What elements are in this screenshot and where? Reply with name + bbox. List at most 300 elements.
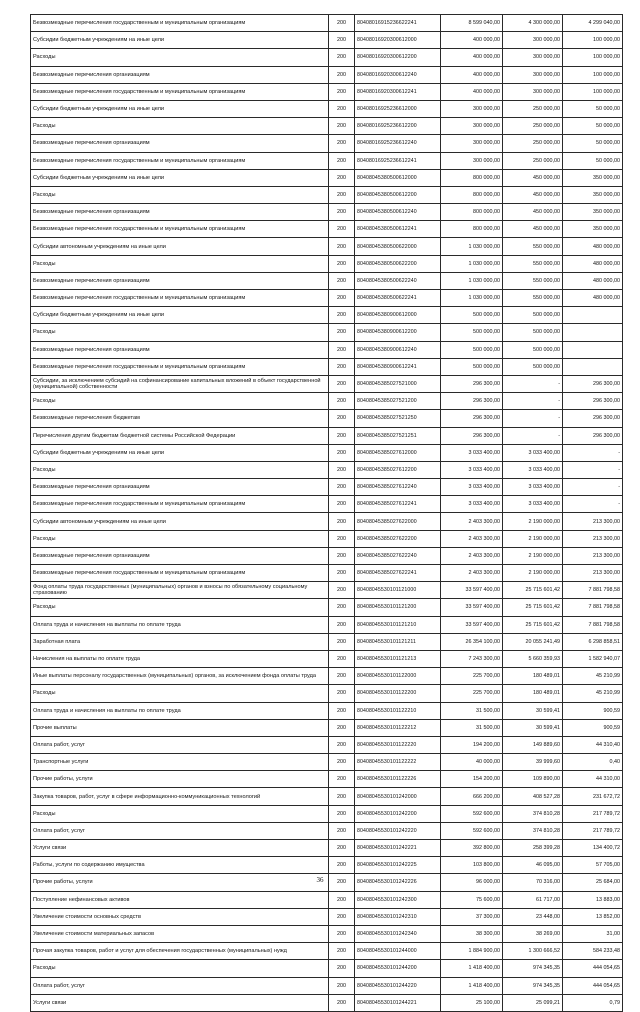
row-name-cell: Безвозмездные перечисления государственным и муниципальным организациям	[31, 221, 329, 238]
row-executed-amount-cell: 500 000,00	[503, 307, 563, 324]
row-executed-amount-cell: 25 715 601,42	[503, 616, 563, 633]
row-line-code-cell: 200	[329, 891, 355, 908]
row-approved-amount-cell: 592 600,00	[441, 805, 503, 822]
table-row	[31, 393, 623, 410]
row-executed-amount-cell: 258 399,28	[503, 840, 563, 857]
row-classification-code-cell: 80408045530101242000	[355, 788, 441, 805]
row-name-cell: Безвозмездные перечисления государственным и муниципальным организациям	[31, 83, 329, 100]
row-executed-amount-cell: 3 033 400,00	[503, 479, 563, 496]
row-approved-amount-cell: 296 300,00	[441, 375, 503, 392]
row-line-code-cell: 200	[329, 272, 355, 289]
row-approved-amount-cell: 1 030 000,00	[441, 238, 503, 255]
row-executed-amount-cell: 1 300 666,52	[503, 943, 563, 960]
row-line-code-cell: 200	[329, 341, 355, 358]
row-classification-code-cell: 80408045530101242200	[355, 805, 441, 822]
row-name-cell: Расходы	[31, 324, 329, 341]
row-executed-amount-cell: 450 000,00	[503, 221, 563, 238]
row-approved-amount-cell: 1 030 000,00	[441, 255, 503, 272]
row-line-code-cell: 200	[329, 582, 355, 599]
row-name-cell: Субсидии автономным учреждениям на иные цели	[31, 238, 329, 255]
row-name-cell: Субсидии бюджетным учреждениям на иные цели	[31, 307, 329, 324]
row-approved-amount-cell: 800 000,00	[441, 186, 503, 203]
row-name-cell: Расходы	[31, 530, 329, 547]
row-unexecuted-amount-cell: 296 300,00	[563, 393, 623, 410]
row-executed-amount-cell: 408 527,28	[503, 788, 563, 805]
table-row	[31, 685, 623, 702]
row-line-code-cell: 200	[329, 754, 355, 771]
row-line-code-cell: 200	[329, 925, 355, 942]
row-executed-amount-cell: 61 717,00	[503, 891, 563, 908]
row-classification-code-cell: 80408045530101122222	[355, 754, 441, 771]
row-unexecuted-amount-cell: 350 000,00	[563, 204, 623, 221]
table-row	[31, 324, 623, 341]
row-executed-amount-cell: -	[503, 427, 563, 444]
row-line-code-cell: 200	[329, 994, 355, 1011]
table-row	[31, 668, 623, 685]
row-approved-amount-cell: 2 403 300,00	[441, 547, 503, 564]
table-row	[31, 290, 623, 307]
row-approved-amount-cell: 26 354 100,00	[441, 633, 503, 650]
row-classification-code-cell: 80408045530101121213	[355, 650, 441, 667]
row-classification-code-cell: 80408016915236622241	[355, 15, 441, 32]
table-row	[31, 960, 623, 977]
table-row	[31, 49, 623, 66]
row-approved-amount-cell: 300 000,00	[441, 100, 503, 117]
row-classification-code-cell: 80408045380500622000	[355, 238, 441, 255]
row-executed-amount-cell: 250 000,00	[503, 100, 563, 117]
row-unexecuted-amount-cell: 217 789,72	[563, 822, 623, 839]
row-line-code-cell: 200	[329, 238, 355, 255]
row-executed-amount-cell: 374 810,28	[503, 805, 563, 822]
row-name-cell: Безвозмездные перечисления организациям	[31, 479, 329, 496]
table-row	[31, 719, 623, 736]
table-row	[31, 444, 623, 461]
row-unexecuted-amount-cell: -	[563, 479, 623, 496]
row-classification-code-cell: 80408045385027521251	[355, 427, 441, 444]
row-name-cell: Безвозмездные перечисления организациям	[31, 66, 329, 83]
row-approved-amount-cell: 666 200,00	[441, 788, 503, 805]
row-unexecuted-amount-cell: 7 881 798,58	[563, 582, 623, 599]
row-classification-code-cell: 80408016925236612200	[355, 118, 441, 135]
row-line-code-cell: 200	[329, 650, 355, 667]
row-classification-code-cell: 80408045530101121211	[355, 633, 441, 650]
table-row	[31, 633, 623, 650]
row-name-cell: Прочие работы, услуги	[31, 874, 329, 891]
row-executed-amount-cell: 39 999,60	[503, 754, 563, 771]
table-row	[31, 15, 623, 32]
row-name-cell: Субсидии бюджетным учреждениям на иные цели	[31, 169, 329, 186]
row-line-code-cell: 200	[329, 290, 355, 307]
row-line-code-cell: 200	[329, 874, 355, 891]
row-approved-amount-cell: 38 300,00	[441, 925, 503, 942]
row-line-code-cell: 200	[329, 977, 355, 994]
row-executed-amount-cell: 2 190 000,00	[503, 513, 563, 530]
row-executed-amount-cell: 550 000,00	[503, 272, 563, 289]
row-approved-amount-cell: 154 200,00	[441, 771, 503, 788]
row-unexecuted-amount-cell: 13 883,00	[563, 891, 623, 908]
row-name-cell: Иные выплаты персоналу государственных (муниципальных) органов, за исключением фонда оплаты труда	[31, 668, 329, 685]
row-classification-code-cell: 80408045385027622241	[355, 565, 441, 582]
row-approved-amount-cell: 25 100,00	[441, 994, 503, 1011]
row-classification-code-cell: 80408016925236612000	[355, 100, 441, 117]
row-classification-code-cell: 80408045530101242340	[355, 925, 441, 942]
row-line-code-cell: 200	[329, 32, 355, 49]
row-classification-code-cell: 80408045530101122226	[355, 771, 441, 788]
row-executed-amount-cell: 4 300 000,00	[503, 15, 563, 32]
row-classification-code-cell: 80408045530101121210	[355, 616, 441, 633]
row-classification-code-cell: 80408045380500622200	[355, 255, 441, 272]
row-executed-amount-cell: -	[503, 393, 563, 410]
table-row	[31, 702, 623, 719]
row-approved-amount-cell: 3 033 400,00	[441, 461, 503, 478]
row-line-code-cell: 200	[329, 66, 355, 83]
row-name-cell: Прочие выплаты	[31, 719, 329, 736]
row-name-cell: Безвозмездные перечисления государственным и муниципальным организациям	[31, 152, 329, 169]
table-row	[31, 840, 623, 857]
budget-execution-table	[30, 14, 623, 1012]
row-approved-amount-cell: 103 800,00	[441, 857, 503, 874]
row-classification-code-cell: 80408045385027521250	[355, 410, 441, 427]
row-executed-amount-cell: 974 345,35	[503, 960, 563, 977]
row-executed-amount-cell: 500 000,00	[503, 324, 563, 341]
row-classification-code-cell: 80408045385027612241	[355, 496, 441, 513]
table-row	[31, 496, 623, 513]
row-line-code-cell: 200	[329, 49, 355, 66]
row-name-cell: Прочая закупка товаров, работ и услуг для обеспечения государственных (муниципальных) нужд	[31, 943, 329, 960]
row-line-code-cell: 200	[329, 307, 355, 324]
row-unexecuted-amount-cell: -	[563, 461, 623, 478]
row-line-code-cell: 200	[329, 152, 355, 169]
row-unexecuted-amount-cell: 31,00	[563, 925, 623, 942]
table-row	[31, 307, 623, 324]
row-line-code-cell: 200	[329, 719, 355, 736]
row-classification-code-cell: 80408045530101122212	[355, 719, 441, 736]
row-unexecuted-amount-cell	[563, 324, 623, 341]
row-approved-amount-cell: 194 200,00	[441, 736, 503, 753]
row-unexecuted-amount-cell: 0,79	[563, 994, 623, 1011]
row-line-code-cell: 200	[329, 960, 355, 977]
table-row	[31, 427, 623, 444]
row-line-code-cell: 200	[329, 324, 355, 341]
row-unexecuted-amount-cell: 7 881 798,58	[563, 599, 623, 616]
row-classification-code-cell: 80408045380500612240	[355, 204, 441, 221]
row-executed-amount-cell: 149 889,60	[503, 736, 563, 753]
row-name-cell: Оплата труда и начисления на выплаты по оплате труда	[31, 702, 329, 719]
row-name-cell: Работы, услуги по содержанию имущества	[31, 857, 329, 874]
row-name-cell: Безвозмездные перечисления государственным и муниципальным организациям	[31, 496, 329, 513]
table-row	[31, 118, 623, 135]
row-classification-code-cell: 80408045530101242300	[355, 891, 441, 908]
table-row	[31, 152, 623, 169]
row-classification-code-cell: 80408016920300612200	[355, 49, 441, 66]
row-line-code-cell: 200	[329, 822, 355, 839]
row-approved-amount-cell: 300 000,00	[441, 135, 503, 152]
row-classification-code-cell: 80408045385027622240	[355, 547, 441, 564]
row-line-code-cell: 200	[329, 496, 355, 513]
table-row	[31, 805, 623, 822]
row-name-cell: Безвозмездные перечисления бюджетам	[31, 410, 329, 427]
row-approved-amount-cell: 33 597 400,00	[441, 599, 503, 616]
row-executed-amount-cell: 2 190 000,00	[503, 565, 563, 582]
row-classification-code-cell: 80408045380500622240	[355, 272, 441, 289]
row-approved-amount-cell: 1 030 000,00	[441, 290, 503, 307]
row-classification-code-cell: 80408045385027521000	[355, 375, 441, 392]
row-name-cell: Безвозмездные перечисления организациям	[31, 272, 329, 289]
row-classification-code-cell: 80408045530101242226	[355, 874, 441, 891]
row-classification-code-cell: 80408045380900612240	[355, 341, 441, 358]
row-approved-amount-cell: 300 000,00	[441, 118, 503, 135]
row-approved-amount-cell: 33 597 400,00	[441, 582, 503, 599]
row-unexecuted-amount-cell: 217 789,72	[563, 805, 623, 822]
row-approved-amount-cell: 1 418 400,00	[441, 960, 503, 977]
row-executed-amount-cell: 3 033 400,00	[503, 461, 563, 478]
row-approved-amount-cell: 800 000,00	[441, 169, 503, 186]
row-executed-amount-cell: 25 715 601,42	[503, 582, 563, 599]
row-executed-amount-cell: 450 000,00	[503, 204, 563, 221]
row-unexecuted-amount-cell: 100 000,00	[563, 66, 623, 83]
row-unexecuted-amount-cell: 50 000,00	[563, 135, 623, 152]
table-row	[31, 977, 623, 994]
row-line-code-cell: 200	[329, 840, 355, 857]
row-unexecuted-amount-cell: 900,59	[563, 719, 623, 736]
row-unexecuted-amount-cell: 25 684,00	[563, 874, 623, 891]
row-line-code-cell: 200	[329, 736, 355, 753]
row-approved-amount-cell: 7 243 300,00	[441, 650, 503, 667]
row-approved-amount-cell: 500 000,00	[441, 307, 503, 324]
row-unexecuted-amount-cell: 480 000,00	[563, 272, 623, 289]
table-row	[31, 83, 623, 100]
row-name-cell: Транспортные услуги	[31, 754, 329, 771]
row-name-cell: Безвозмездные перечисления организациям	[31, 204, 329, 221]
row-unexecuted-amount-cell: 350 000,00	[563, 221, 623, 238]
row-approved-amount-cell: 3 033 400,00	[441, 444, 503, 461]
row-unexecuted-amount-cell: 296 300,00	[563, 375, 623, 392]
row-line-code-cell: 200	[329, 668, 355, 685]
row-approved-amount-cell: 296 300,00	[441, 410, 503, 427]
row-line-code-cell: 200	[329, 393, 355, 410]
row-classification-code-cell: 80408045530101122000	[355, 668, 441, 685]
row-classification-code-cell: 80408045385027612200	[355, 461, 441, 478]
row-name-cell: Безвозмездные перечисления организациям	[31, 135, 329, 152]
row-executed-amount-cell: -	[503, 375, 563, 392]
table-row	[31, 461, 623, 478]
table-row	[31, 582, 623, 599]
row-unexecuted-amount-cell: 100 000,00	[563, 32, 623, 49]
row-classification-code-cell: 80408045380500612241	[355, 221, 441, 238]
row-name-cell: Безвозмездные перечисления организациям	[31, 547, 329, 564]
row-unexecuted-amount-cell: 213 300,00	[563, 565, 623, 582]
row-name-cell: Начисления на выплаты по оплате труда	[31, 650, 329, 667]
row-executed-amount-cell: 46 095,00	[503, 857, 563, 874]
row-unexecuted-amount-cell: 45 210,99	[563, 668, 623, 685]
row-line-code-cell: 200	[329, 702, 355, 719]
row-unexecuted-amount-cell: 100 000,00	[563, 49, 623, 66]
row-name-cell: Оплата труда и начисления на выплаты по оплате труда	[31, 616, 329, 633]
row-approved-amount-cell: 800 000,00	[441, 221, 503, 238]
row-line-code-cell: 200	[329, 83, 355, 100]
row-classification-code-cell: 80408045530101244000	[355, 943, 441, 960]
row-unexecuted-amount-cell: 50 000,00	[563, 152, 623, 169]
row-classification-code-cell: 80408045530101122200	[355, 685, 441, 702]
table-row	[31, 358, 623, 375]
row-approved-amount-cell: 37 300,00	[441, 908, 503, 925]
row-name-cell: Субсидии бюджетным учреждениям на иные цели	[31, 100, 329, 117]
row-name-cell: Расходы	[31, 186, 329, 203]
row-line-code-cell: 200	[329, 788, 355, 805]
table-row	[31, 479, 623, 496]
row-unexecuted-amount-cell: 4 299 040,00	[563, 15, 623, 32]
row-name-cell: Поступление нефинансовых активов	[31, 891, 329, 908]
row-approved-amount-cell: 225 700,00	[441, 685, 503, 702]
row-executed-amount-cell: 500 000,00	[503, 341, 563, 358]
table-row	[31, 186, 623, 203]
row-line-code-cell: 200	[329, 15, 355, 32]
row-classification-code-cell: 80408045530101242221	[355, 840, 441, 857]
row-executed-amount-cell: 3 033 400,00	[503, 444, 563, 461]
row-unexecuted-amount-cell	[563, 341, 623, 358]
row-name-cell: Расходы	[31, 461, 329, 478]
row-line-code-cell: 200	[329, 479, 355, 496]
row-line-code-cell: 200	[329, 204, 355, 221]
table-row	[31, 375, 623, 392]
row-line-code-cell: 200	[329, 427, 355, 444]
row-unexecuted-amount-cell: 231 672,72	[563, 788, 623, 805]
table-row	[31, 650, 623, 667]
row-unexecuted-amount-cell: 134 400,72	[563, 840, 623, 857]
row-name-cell: Расходы	[31, 805, 329, 822]
row-classification-code-cell: 80408016920300612240	[355, 66, 441, 83]
row-executed-amount-cell: 25 715 601,42	[503, 599, 563, 616]
row-approved-amount-cell: 296 300,00	[441, 427, 503, 444]
row-classification-code-cell: 80408045530101242225	[355, 857, 441, 874]
row-approved-amount-cell: 800 000,00	[441, 204, 503, 221]
row-executed-amount-cell: 300 000,00	[503, 32, 563, 49]
row-classification-code-cell: 80408045385027622000	[355, 513, 441, 530]
row-classification-code-cell: 80408045530101244220	[355, 977, 441, 994]
row-executed-amount-cell: 70 316,00	[503, 874, 563, 891]
row-executed-amount-cell: -	[503, 410, 563, 427]
row-name-cell: Перечисления другим бюджетам бюджетной системы Российской Федерации	[31, 427, 329, 444]
table-row	[31, 100, 623, 117]
row-line-code-cell: 200	[329, 633, 355, 650]
row-executed-amount-cell: 250 000,00	[503, 152, 563, 169]
row-executed-amount-cell: 2 190 000,00	[503, 547, 563, 564]
row-name-cell: Безвозмездные перечисления государственным и муниципальным организациям	[31, 565, 329, 582]
row-unexecuted-amount-cell: 213 300,00	[563, 547, 623, 564]
row-classification-code-cell: 80408045380500612200	[355, 186, 441, 203]
row-name-cell: Оплата работ, услуг	[31, 736, 329, 753]
table-row	[31, 238, 623, 255]
table-row	[31, 925, 623, 942]
row-classification-code-cell: 80408016925236612240	[355, 135, 441, 152]
row-name-cell: Услуги связи	[31, 994, 329, 1011]
row-approved-amount-cell: 500 000,00	[441, 324, 503, 341]
row-executed-amount-cell: 25 099,21	[503, 994, 563, 1011]
row-approved-amount-cell: 296 300,00	[441, 393, 503, 410]
row-name-cell: Безвозмездные перечисления государственным и муниципальным организациям	[31, 358, 329, 375]
table-row	[31, 736, 623, 753]
row-classification-code-cell: 80408045380500622241	[355, 290, 441, 307]
row-unexecuted-amount-cell: 50 000,00	[563, 118, 623, 135]
row-executed-amount-cell: 30 599,41	[503, 719, 563, 736]
row-name-cell: Расходы	[31, 255, 329, 272]
row-unexecuted-amount-cell: -	[563, 496, 623, 513]
row-executed-amount-cell: 974 345,35	[503, 977, 563, 994]
row-unexecuted-amount-cell: 13 852,00	[563, 908, 623, 925]
row-unexecuted-amount-cell: 296 300,00	[563, 427, 623, 444]
row-executed-amount-cell: 109 890,00	[503, 771, 563, 788]
row-name-cell: Закупка товаров, работ, услуг в сфере информационно-коммуникационных технологий	[31, 788, 329, 805]
row-executed-amount-cell: 20 055 241,49	[503, 633, 563, 650]
table-row	[31, 771, 623, 788]
row-name-cell: Субсидии бюджетным учреждениям на иные цели	[31, 444, 329, 461]
row-executed-amount-cell: 550 000,00	[503, 238, 563, 255]
row-name-cell: Безвозмездные перечисления государственным и муниципальным организациям	[31, 15, 329, 32]
row-name-cell: Услуги связи	[31, 840, 329, 857]
row-approved-amount-cell: 300 000,00	[441, 152, 503, 169]
row-line-code-cell: 200	[329, 135, 355, 152]
row-line-code-cell: 200	[329, 358, 355, 375]
row-line-code-cell: 200	[329, 805, 355, 822]
row-unexecuted-amount-cell: 1 582 940,07	[563, 650, 623, 667]
row-approved-amount-cell: 1 030 000,00	[441, 272, 503, 289]
row-line-code-cell: 200	[329, 547, 355, 564]
row-approved-amount-cell: 33 597 400,00	[441, 616, 503, 633]
row-line-code-cell: 200	[329, 943, 355, 960]
row-line-code-cell: 200	[329, 599, 355, 616]
row-unexecuted-amount-cell: 213 300,00	[563, 530, 623, 547]
table-row	[31, 272, 623, 289]
row-name-cell: Субсидии бюджетным учреждениям на иные цели	[31, 32, 329, 49]
row-executed-amount-cell: 450 000,00	[503, 169, 563, 186]
row-name-cell: Оплата работ, услуг	[31, 822, 329, 839]
row-unexecuted-amount-cell: 350 000,00	[563, 186, 623, 203]
row-classification-code-cell: 80408045530101244200	[355, 960, 441, 977]
row-classification-code-cell: 80408045380900612000	[355, 307, 441, 324]
row-line-code-cell: 200	[329, 771, 355, 788]
table-row	[31, 822, 623, 839]
row-approved-amount-cell: 3 033 400,00	[441, 479, 503, 496]
row-executed-amount-cell: 300 000,00	[503, 66, 563, 83]
row-line-code-cell: 200	[329, 186, 355, 203]
row-approved-amount-cell: 2 403 300,00	[441, 565, 503, 582]
table-row	[31, 204, 623, 221]
row-classification-code-cell: 80408045385027521200	[355, 393, 441, 410]
row-line-code-cell: 200	[329, 410, 355, 427]
row-approved-amount-cell: 75 600,00	[441, 891, 503, 908]
row-unexecuted-amount-cell: 6 298 858,51	[563, 633, 623, 650]
row-classification-code-cell: 80408045530101244221	[355, 994, 441, 1011]
row-name-cell: Расходы	[31, 393, 329, 410]
row-unexecuted-amount-cell: 44 310,00	[563, 771, 623, 788]
table-row	[31, 788, 623, 805]
row-unexecuted-amount-cell: 480 000,00	[563, 290, 623, 307]
row-classification-code-cell: 80408016920300612000	[355, 32, 441, 49]
row-executed-amount-cell: 180 489,01	[503, 685, 563, 702]
row-unexecuted-amount-cell: 444 054,65	[563, 977, 623, 994]
row-classification-code-cell: 80408045380900612200	[355, 324, 441, 341]
row-executed-amount-cell: 550 000,00	[503, 290, 563, 307]
row-line-code-cell: 200	[329, 375, 355, 392]
row-executed-amount-cell: 5 660 359,93	[503, 650, 563, 667]
row-executed-amount-cell: 374 810,28	[503, 822, 563, 839]
row-unexecuted-amount-cell: -	[563, 444, 623, 461]
row-approved-amount-cell: 1 884 900,00	[441, 943, 503, 960]
row-unexecuted-amount-cell: 50 000,00	[563, 100, 623, 117]
row-name-cell: Расходы	[31, 49, 329, 66]
row-unexecuted-amount-cell: 584 233,48	[563, 943, 623, 960]
row-classification-code-cell: 80408045530101121200	[355, 599, 441, 616]
